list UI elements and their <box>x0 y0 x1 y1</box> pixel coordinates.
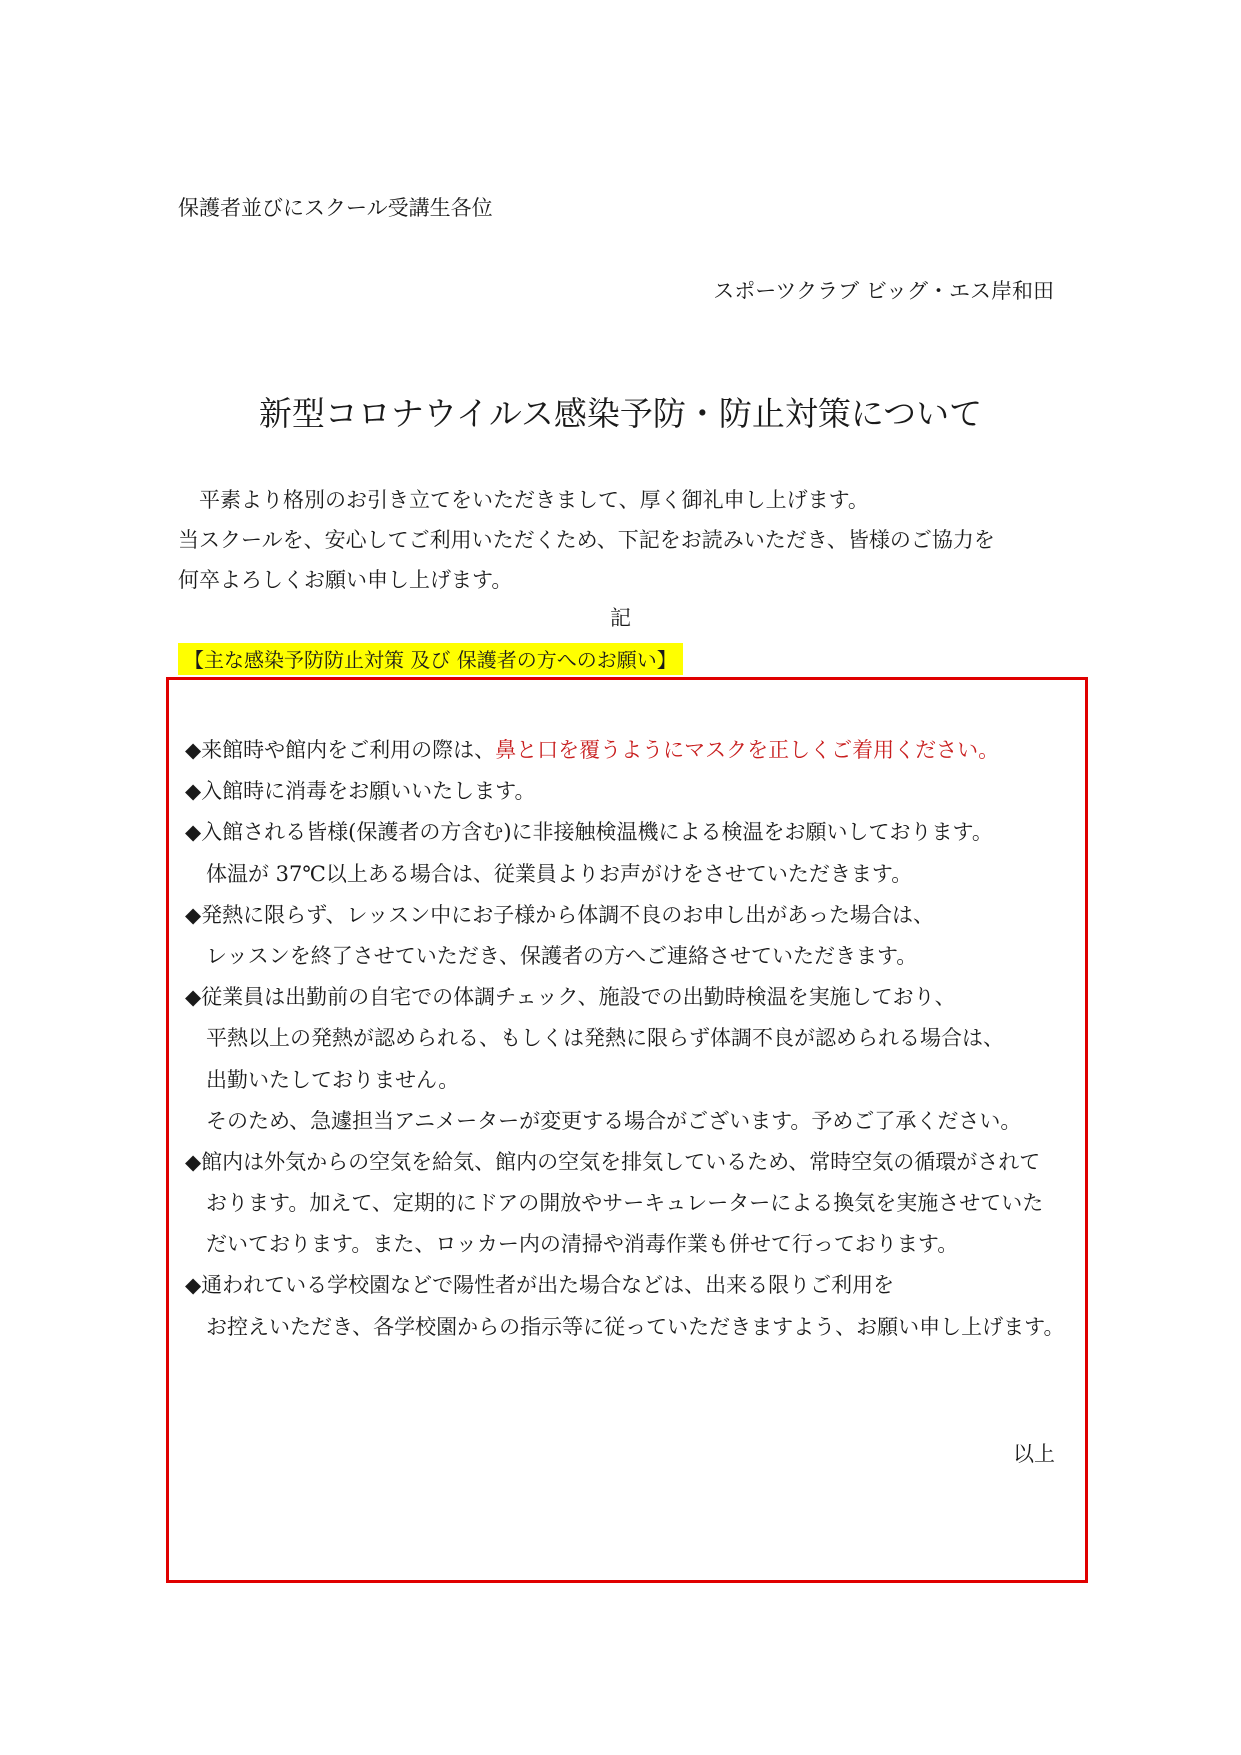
measures-box <box>166 677 1088 1583</box>
section-heading: 【主な感染予防防止対策 及び 保護者の方へのお願い】 <box>178 643 683 675</box>
intro-line: 何卒よろしくお願い申し上げます。 <box>178 568 513 592</box>
list-item: ◆通われている学校園などで陽性者が出た場合などは、出来る限りご利用を <box>185 1273 895 1298</box>
list-item-continuation: 平熱以上の発熱が認められる、もしくは発熱に限らず体調不良が認められる場合は、 <box>206 1026 1004 1051</box>
sender: スポーツクラブ ビッグ・エス岸和田 <box>713 279 1054 303</box>
ki-marker: 記 <box>610 606 631 630</box>
measures-list <box>185 730 1064 1348</box>
document-title: 新型コロナウイルス感染予防・防止対策について <box>258 394 983 433</box>
intro-paragraph <box>178 480 995 600</box>
closing-text: 以上 <box>1013 1442 1055 1466</box>
addressee: 保護者並びにスクール受講生各位 <box>178 196 493 220</box>
list-item: ◆入館時に消毒をお願いいたします。 <box>185 779 536 804</box>
list-item-continuation: おります。加えて、定期的にドアの開放やサーキュレーターによる換気を実施させていた <box>206 1191 1044 1216</box>
list-item: ◆館内は外気からの空気を給気、館内の空気を排気しているため、常時空気の循環がされて <box>185 1149 1041 1174</box>
list-item-continuation: レッスンを終了させていただき、保護者の方へご連絡させていただきます。 <box>206 943 918 968</box>
list-item: ◆発熱に限らず、レッスン中にお子様から体調不良のお申し出があった場合は、 <box>185 902 935 927</box>
intro-line: 平素より格別のお引き立てをいただきまして、厚く御礼申し上げます。 <box>199 488 869 512</box>
list-item <box>185 730 1064 771</box>
list-item-continuation: だいております。また、ロッカー内の清掃や消毒作業も併せて行っております。 <box>206 1232 959 1257</box>
list-item-continuation: そのため、急遽担当アニメーターが変更する場合がございます。予めご了承ください。 <box>206 1108 1022 1133</box>
list-item-continuation: お控えいただき、各学校園からの指示等に従っていただきますよう、お願い申し上げます。 <box>206 1314 1065 1339</box>
list-item-continuation: 出勤いたしておりません。 <box>206 1067 460 1092</box>
list-item: ◆従業員は出勤前の自宅での体調チェック、施設での出勤時検温を実施しており、 <box>185 985 956 1010</box>
list-item: ◆入館される皆様(保護者の方含む)に非接触検温機による検温をお願いしております。 <box>185 820 993 845</box>
list-item-continuation: 体温が 37℃以上ある場合は、従業員よりお声がけをさせていただきます。 <box>206 861 913 886</box>
intro-line: 当スクールを、安心してご利用いただくため、下記をお読みいただき、皆様のご協力を <box>178 528 995 552</box>
mask-item-text: ◆来館時や館内をご利用の際は、 <box>185 738 496 762</box>
mask-emphasis-text: 鼻と口を覆うようにマスクを正しくご着用ください。 <box>495 738 1000 762</box>
